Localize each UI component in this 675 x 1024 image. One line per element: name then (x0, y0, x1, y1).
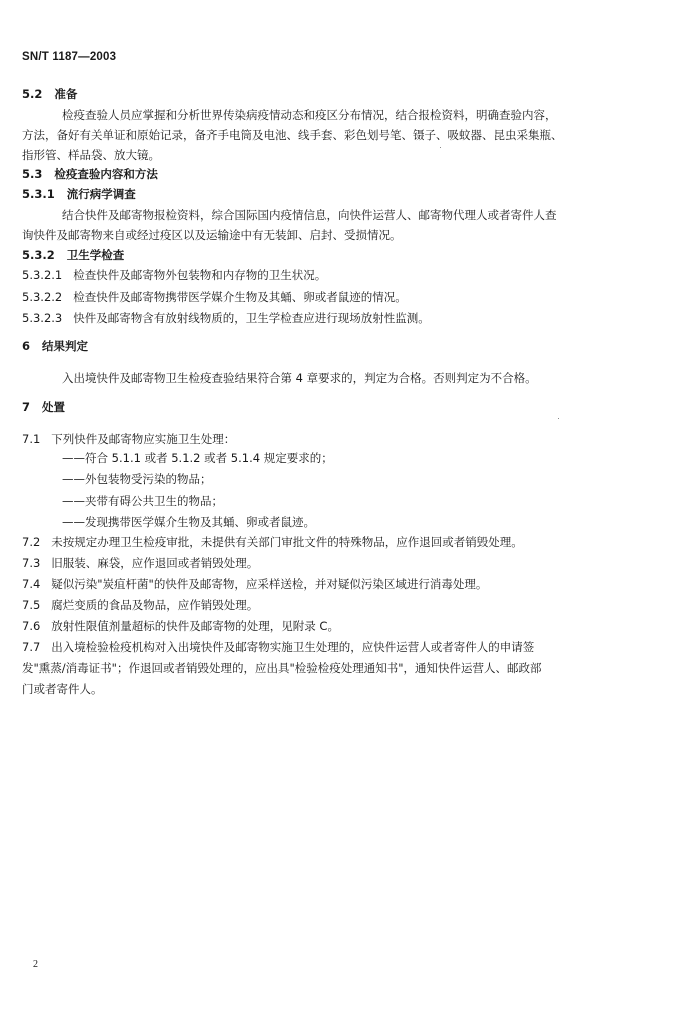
section-5-3-heading (22, 167, 158, 181)
clause-7-1 (22, 432, 235, 446)
section-6-heading (22, 339, 88, 353)
paragraph-line: 门或者寄件人。 (22, 682, 103, 696)
paragraph-line: 发"熏蒸/消毒证书"；作退回或者销毁处理的，应出具"检验检疫处理通知书"，通知快件运营人、邮政部 (22, 661, 542, 675)
clause-number: 7.1 (22, 432, 41, 446)
list-item: ——符合 5.1.1 或者 5.1.2 或者 5.1.4 规定要求的； (62, 451, 333, 465)
paragraph-line: 入出境快件及邮寄物卫生检疫查验结果符合第 4 章要求的，判定为合格。否则判定为不合格。 (62, 371, 537, 385)
clause-text: 快件及邮寄物含有放射线物质的，卫生学检查应进行现场放射性监测。 (73, 311, 430, 325)
section-5-3-1-heading (22, 187, 136, 201)
clause-number: 7.6 (22, 619, 41, 633)
clause-text: 旧服装、麻袋，应作退回或者销毁处理。 (51, 556, 259, 570)
clause-5-3-2-2 (22, 290, 407, 304)
clause-7-6 (22, 619, 339, 633)
clause-text: 检查快件及邮寄物携带医学媒介生物及其蛹、卵或者鼠迹的情况。 (73, 290, 407, 304)
paragraph-line: 方法，备好有关单证和原始记录，备齐手电筒及电池、线手套、彩色划号笔、镊子、吸蚊器、昆虫采集瓶、 (22, 128, 563, 142)
clause-number: 5.3.2.3 (22, 311, 63, 325)
section-7-heading (22, 400, 65, 414)
clause-text: 检查快件及邮寄物外包装物和内存物的卫生状况。 (73, 268, 327, 282)
clause-number: 7.2 (22, 535, 41, 549)
section-title: 处置 (42, 400, 66, 414)
section-title: 结果判定 (42, 339, 89, 353)
clause-7-2 (22, 535, 523, 549)
clause-7-3 (22, 556, 258, 570)
clause-text: 疑似污染"炭疽杆菌"的快件及邮寄物，应采样送检，并对疑似污染区域进行消毒处理。 (51, 577, 488, 591)
clause-number: 7.4 (22, 577, 41, 591)
clause-text: 出入境检验检疫机构对入出境快件及邮寄物实施卫生处理的，应快件运营人或者寄件人的申请签 (51, 640, 535, 654)
section-title: 卫生学检查 (66, 248, 125, 262)
document-code-header: SN/T 1187—2003 (22, 51, 117, 63)
scan-speck (440, 147, 441, 148)
section-title: 准备 (54, 87, 78, 101)
clause-number: 7.3 (22, 556, 41, 570)
clause-number: 7.7 (22, 640, 41, 654)
clause-text: 腐烂变质的食品及物品，应作销毁处理。 (51, 598, 259, 612)
clause-text: 放射性限值剂量超标的快件及邮寄物的处理，见附录 C。 (51, 619, 339, 633)
clause-number: 7.5 (22, 598, 41, 612)
page-number: 2 (33, 959, 38, 970)
section-number: 5.2 (22, 87, 43, 101)
section-number: 7 (22, 400, 31, 414)
paragraph-line: 指形管、样品袋、放大镜。 (22, 148, 160, 162)
paragraph-line: 检疫查验人员应掌握和分析世界传染病疫情动态和疫区分布情况，结合报检资料，明确查验内容， (62, 108, 557, 122)
clause-number: 5.3.2.2 (22, 290, 63, 304)
clause-5-3-2-3 (22, 311, 430, 325)
clause-number: 5.3.2.1 (22, 268, 63, 282)
scan-speck (558, 418, 559, 419)
paragraph-line: 询快件及邮寄物来自或经过疫区以及运输途中有无装卸、启封、受损情况。 (22, 228, 402, 242)
list-item: ——发现携带医学媒介生物及其蛹、卵或者鼠迹。 (62, 515, 315, 529)
section-5-2-heading (22, 87, 77, 101)
section-number: 5.3 (22, 167, 43, 181)
section-5-3-2-heading (22, 248, 124, 262)
clause-5-3-2-1 (22, 268, 326, 282)
section-number: 5.3.1 (22, 187, 55, 201)
clause-7-4 (22, 577, 487, 591)
section-number: 5.3.2 (22, 248, 55, 262)
section-title: 检疫查验内容和方法 (54, 167, 158, 181)
paragraph-line: 结合快件及邮寄物报检资料，综合国际国内疫情信息，向快件运营人、邮寄物代理人或者寄件人查 (62, 208, 557, 222)
section-title: 流行病学调查 (66, 187, 136, 201)
list-item: ——夹带有碍公共卫生的物品； (62, 494, 223, 508)
clause-7-7 (22, 640, 534, 654)
section-number: 6 (22, 339, 31, 353)
clause-7-5 (22, 598, 258, 612)
clause-text: 下列快件及邮寄物应实施卫生处理： (51, 432, 236, 446)
clause-text: 未按规定办理卫生检疫审批，未提供有关部门审批文件的特殊物品，应作退回或者销毁处理。 (51, 535, 523, 549)
list-item: ——外包装物受污染的物品； (62, 472, 212, 486)
